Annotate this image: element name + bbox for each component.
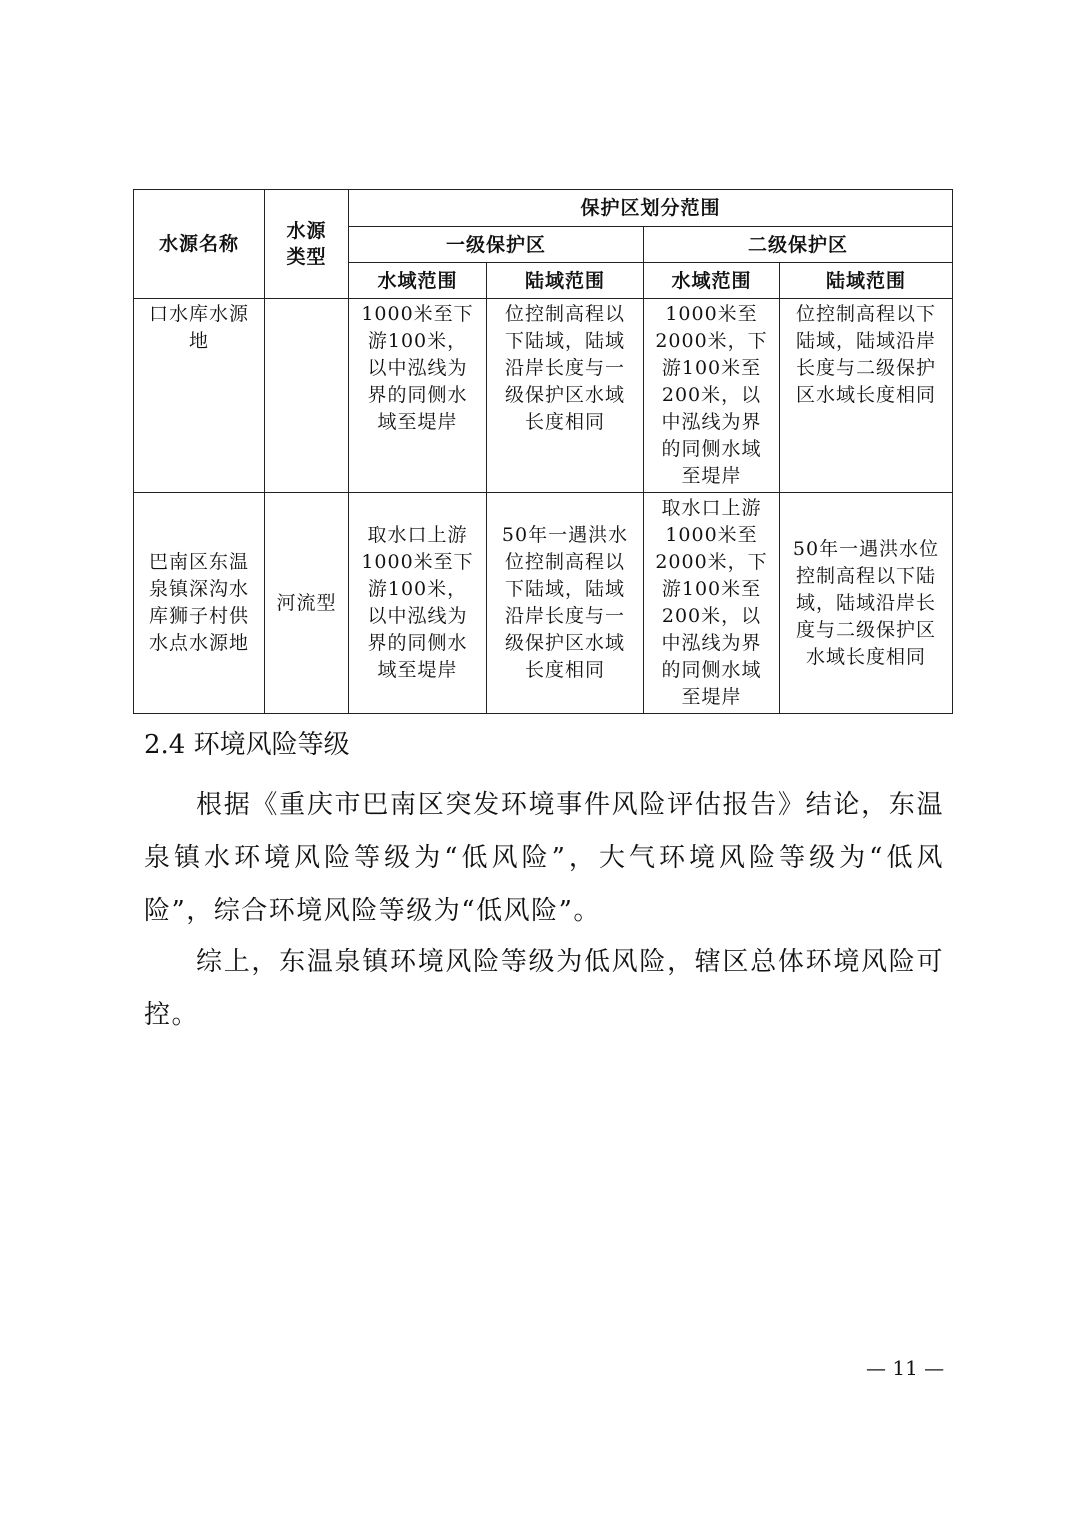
body-paragraph: 根据《重庆市巴南区突发环境事件风险评估报告》结论，东温泉镇水环境风险等级为“低风险”，大气环境风险等级为“低风险”，综合环境风险等级为“低风险”。 [144, 790, 944, 926]
table-header-row [134, 190, 953, 227]
page-number: — 11 — [866, 1356, 945, 1380]
cell-l1-water: 取水口上游1000米至下游100米，以中泓线为界的同侧水域至堤岸 [349, 493, 487, 714]
cell-source-name: 口水库水源地 [134, 299, 265, 493]
cell-source-type [265, 299, 349, 493]
cell-l2-land: 位控制高程以下陆域，陆域沿岸长度与二级保护区水域长度相同 [780, 299, 953, 493]
header-l2-water: 水域范围 [644, 263, 780, 299]
cell-l2-land: 50年一遇洪水位控制高程以下陆域，陆域沿岸长度与二级保护区水域长度相同 [780, 493, 953, 714]
header-l2-land: 陆域范围 [780, 263, 953, 299]
cell-l2-water: 取水口上游1000米至2000米，下游100米至200米，以中泓线为界的同侧水域至堤岸 [644, 493, 780, 714]
header-source-type [265, 190, 349, 299]
table-row [134, 299, 953, 493]
protection-zone-table [133, 189, 953, 714]
header-range-title: 保护区划分范围 [349, 190, 953, 227]
cell-source-type: 河流型 [265, 493, 349, 714]
cell-l1-water: 1000米至下游100米，以中泓线为界的同侧水域至堤岸 [349, 299, 487, 493]
table-row [134, 493, 953, 714]
body-paragraph: 综上，东温泉镇环境风险等级为低风险，辖区总体环境风险可控。 [144, 947, 944, 1030]
header-level2: 二级保护区 [644, 227, 953, 263]
header-l1-water: 水域范围 [349, 263, 487, 299]
cell-source-name: 巴南区东温泉镇深沟水库狮子村供水点水源地 [134, 493, 265, 714]
cell-l1-land: 位控制高程以下陆域，陆域沿岸长度与一级保护区水域长度相同 [487, 299, 644, 493]
header-l1-land: 陆域范围 [487, 263, 644, 299]
cell-l1-land: 50年一遇洪水位控制高程以下陆域，陆域沿岸长度与一级保护区水域长度相同 [487, 493, 644, 714]
header-level1: 一级保护区 [349, 227, 644, 263]
header-source-name: 水源名称 [134, 190, 265, 299]
cell-l2-water: 1000米至2000米，下游100米至200米，以中泓线为界的同侧水域至堤岸 [644, 299, 780, 493]
section-heading: 2.4 环境风险等级 [144, 730, 350, 760]
header-source-type-label: 水源类型 [286, 220, 327, 268]
